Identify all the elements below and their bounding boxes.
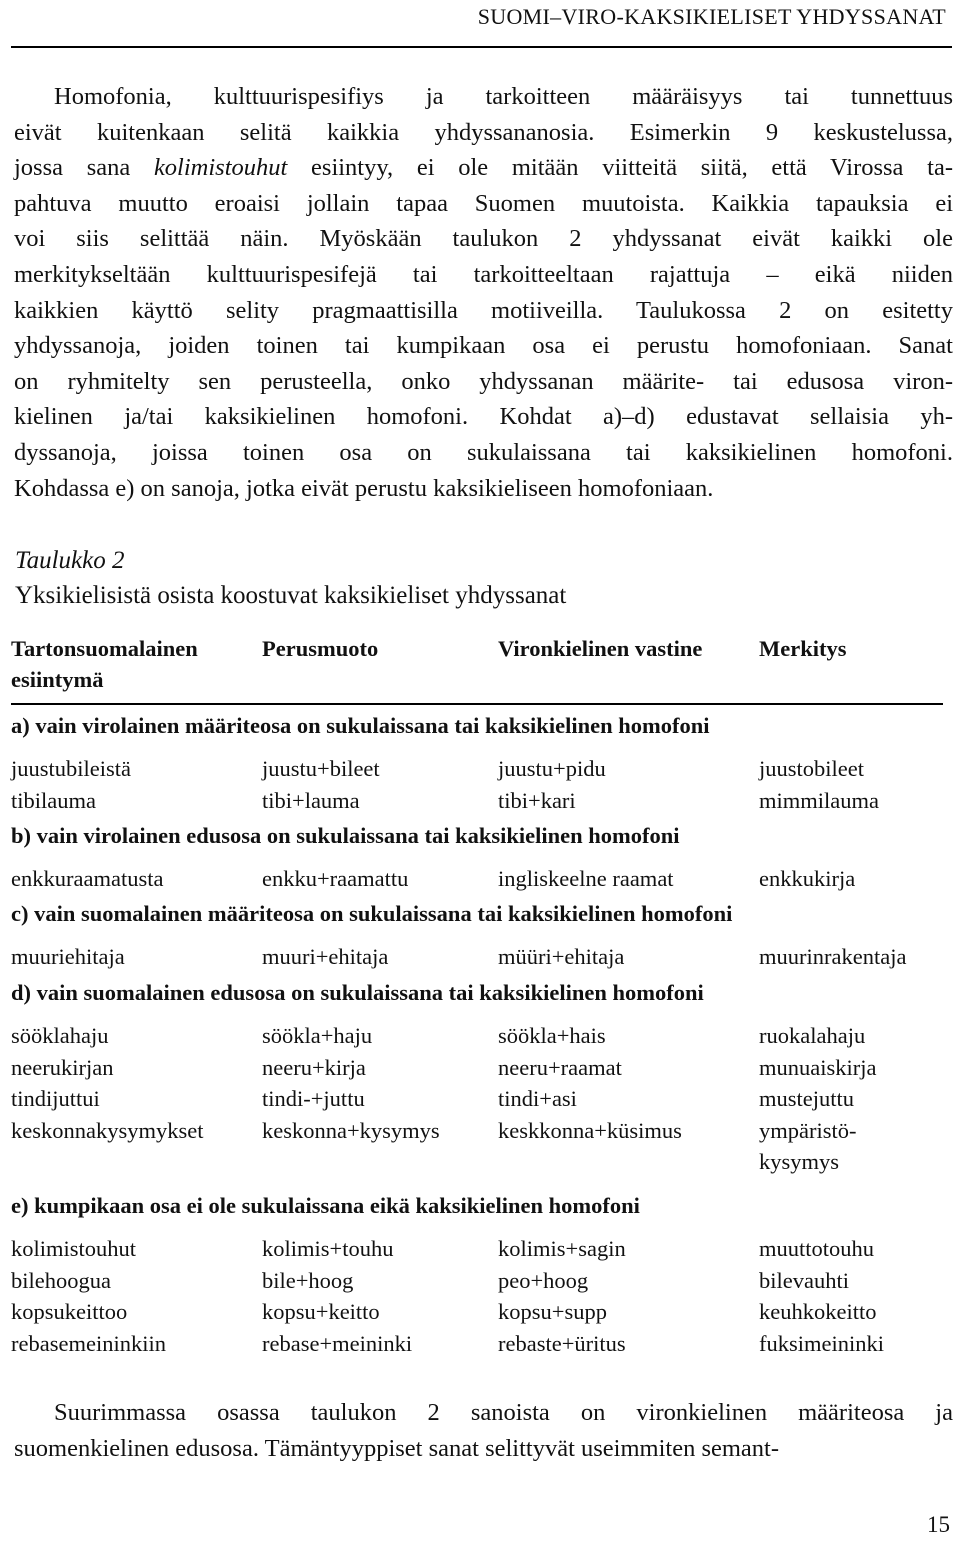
table-cell: mustejuttu	[759, 1086, 854, 1112]
table-cell: tibi+lauma	[262, 787, 360, 813]
table-row	[0, 753, 960, 785]
table-cell: neeru+raamat	[498, 1054, 622, 1080]
table-row	[0, 785, 960, 817]
outro-paragraph	[14, 1395, 953, 1466]
table-row	[0, 1265, 960, 1297]
table-caption-label: Taulukko 2	[15, 547, 125, 574]
table-cell: ympäristö-	[759, 1117, 857, 1143]
table-header-rule	[11, 703, 943, 705]
header-rule	[11, 46, 952, 48]
paragraph-line: kielinen ja/tai kaksikielinen homofoni. Kohdat a)–d) edustavat sellaisia yh-	[14, 403, 953, 431]
table-cell: kopsukeittoo	[11, 1299, 128, 1325]
table-cell: bilevauhti	[759, 1267, 849, 1293]
table-cell: rebasemeininkiin	[11, 1330, 166, 1356]
table-cell: muuttotouhu	[759, 1236, 875, 1261]
table-row	[0, 1020, 960, 1052]
page-number: 15	[927, 1512, 950, 1537]
table-row	[0, 1146, 960, 1178]
paragraph-line: merkitykseltään kulttuurispesifejä tai tarkoitteeltaan rajattuja – eikä niiden	[14, 260, 953, 288]
table-cell: ruokalahaju	[759, 1023, 866, 1048]
table-cell: muuri+ehitaja	[262, 944, 389, 969]
table-cell: kopsu+supp	[498, 1299, 607, 1325]
table-row	[0, 1328, 960, 1360]
column-header-occurrence-line2: esiintymä	[11, 667, 104, 692]
table-cell: juustu+pidu	[498, 756, 606, 781]
table-cell: tibi+kari	[498, 787, 576, 813]
table-cell: söökla+hais	[498, 1023, 606, 1048]
table-row	[0, 1296, 960, 1328]
table-row	[0, 941, 960, 973]
table-cell: tibilauma	[11, 787, 96, 813]
table-cell: keuhkokeitto	[759, 1299, 877, 1325]
table-cell: muuriehitaja	[11, 944, 125, 969]
table-cell: kolimistouhut	[11, 1236, 137, 1261]
table-cell: sööklahaju	[11, 1023, 109, 1048]
table-cell: ingliskeelne raamat	[498, 866, 674, 891]
table-cell: neeru+kirja	[262, 1054, 366, 1080]
table-row	[0, 1083, 960, 1115]
paragraph-line: suomenkielinen edusosa. Tämäntyyppiset sanat selittyvät useimmiten semant-	[14, 1434, 780, 1462]
paragraph-line: Suurimmassa osassa taulukon 2 sanoista on vironkielinen määriteosa ja	[54, 1399, 953, 1426]
table-cell: kopsu+keitto	[262, 1299, 380, 1325]
group-heading: d) vain suomalainen edusosa on sukulaissana tai kaksikielinen homofoni	[11, 980, 704, 1005]
group-heading: e) kumpikaan osa ei ole sukulaissana eikä kaksikielinen homofoni	[11, 1193, 640, 1218]
group-heading: a) vain virolainen määriteosa on sukulaissana tai kaksikielinen homofoni	[11, 713, 710, 738]
paragraph-line: eivät kuitenkaan selitä kaikkia yhdyssananosia. Esimerkin 9 keskustelussa,	[14, 118, 953, 146]
column-header-occurrence-line1: Tartonsuomalainen	[11, 636, 198, 661]
table-cell: enkkukirja	[759, 866, 856, 891]
paragraph-line: voi siis selittää näin. Myöskään taulukon 2 yhdyssanat eivät kaikki ole	[14, 225, 953, 253]
table-cell: muurinrakentaja	[759, 944, 907, 969]
paragraph-line: pahtuva muutto eroaisi jollain tapaa Suomen muutoista. Kaikkia tapauksia ei	[14, 189, 953, 217]
table-cell: keskonnakysymykset	[11, 1117, 204, 1143]
table-cell: rebaste+üritus	[498, 1330, 626, 1356]
paragraph-line: Homofonia, kulttuurispesifiys ja tarkoitteen määräisyys tai tunnettuus	[54, 83, 953, 110]
paragraph-line: jossa sana kolimistouhut esiintyy, ei ole mitään viitteitä siitä, että Virossa ta-	[14, 154, 953, 182]
table-row	[0, 1115, 960, 1147]
table-cell: juustubileistä	[11, 756, 131, 781]
paragraph-line: yhdyssanoja, joiden toinen tai kumpikaan osa ei perustu homofoniaan. Sanat	[14, 332, 953, 360]
table-cell: tindijuttui	[11, 1086, 100, 1112]
table-cell: bilehoogua	[11, 1267, 111, 1293]
group-heading: c) vain suomalainen määriteosa on sukulaissana tai kaksikielinen homofoni	[11, 901, 733, 926]
table-cell: fuksimeininki	[759, 1330, 884, 1356]
table-cell: söökla+haju	[262, 1023, 373, 1048]
table-cell: juustobileet	[759, 756, 864, 781]
column-header-meaning: Merkitys	[759, 636, 847, 661]
group-heading: b) vain virolainen edusosa on sukulaissana tai kaksikielinen homofoni	[11, 823, 680, 848]
paragraph-line: on ryhmitelty sen perusteella, onko yhdyssanan määrite- tai edusosa viron-	[14, 367, 953, 395]
italic-term: kolimistouhut	[153, 154, 288, 182]
table-cell: kolimis+touhu	[262, 1236, 394, 1261]
paragraph-line: Kohdassa e) on sanoja, jotka eivät perustu kaksikieliseen homofoniaan.	[14, 474, 714, 502]
paragraph-line: kaikkien käyttö selity pragmaattisilla motiiveilla. Taulukossa 2 on esitetty	[14, 296, 953, 324]
table-cell: rebase+meininki	[262, 1330, 413, 1356]
table-caption-title: Yksikielisistä osista koostuvat kaksikieliset yhdyssanat	[15, 582, 567, 609]
table-cell: mimmilauma	[759, 787, 879, 813]
table-cell: enkku+raamattu	[262, 866, 409, 891]
table-cell: kolimis+sagin	[498, 1236, 626, 1261]
table-cell: keskkonna+küsimus	[498, 1117, 682, 1143]
table-row	[0, 1052, 960, 1084]
column-header-occurrence	[11, 633, 198, 695]
table-row	[0, 863, 960, 895]
paragraph-line: dyssanoja, joissa toinen osa on sukulaissana tai kaksikielinen homofoni.	[14, 438, 953, 466]
table-cell: enkkuraamatusta	[11, 866, 164, 891]
table-cell: müüri+ehitaja	[498, 944, 625, 969]
table-cell: munuaiskirja	[759, 1054, 877, 1080]
running-header: SUOMI–VIRO-KAKSIKIELISET YHDYSSANAT	[477, 4, 946, 29]
table-row	[0, 1233, 960, 1265]
table-cell: keskonna+kysymys	[262, 1117, 440, 1143]
table-cell: neerukirjan	[11, 1054, 114, 1080]
intro-paragraph	[14, 79, 953, 506]
column-header-estonian-equivalent: Vironkielinen vastine	[498, 636, 703, 661]
table-cell: peo+hoog	[498, 1267, 589, 1293]
column-header-base-form: Perusmuoto	[262, 636, 379, 661]
table-cell: tindi+asi	[498, 1086, 577, 1112]
table-cell: juustu+bileet	[262, 756, 380, 781]
table-cell: tindi-+juttu	[262, 1086, 365, 1112]
table-cell: kysymys	[759, 1149, 840, 1175]
table-cell: bile+hoog	[262, 1267, 354, 1293]
